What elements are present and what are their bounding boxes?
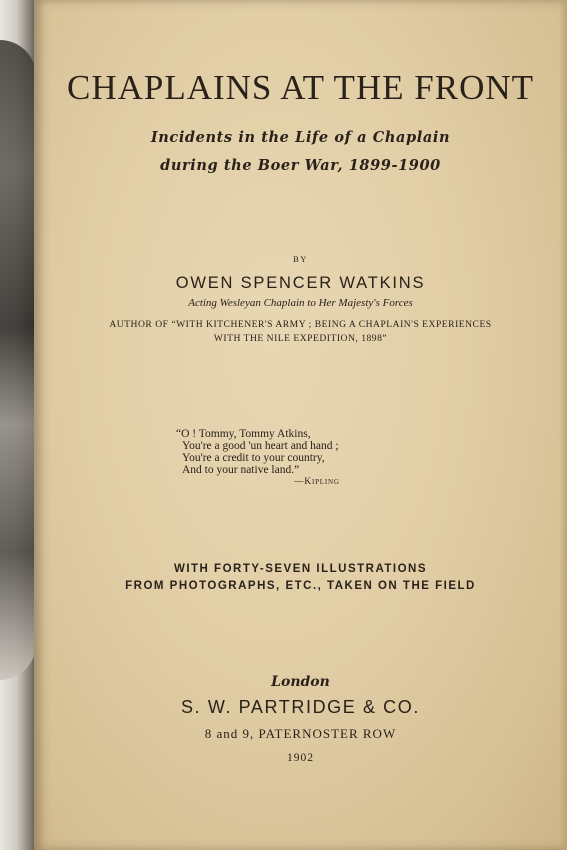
illustrations-line-1: WITH FORTY-SEVEN ILLUSTRATIONS [173, 563, 428, 575]
epigraph-line-3: You're a credit to your country, [182, 452, 325, 464]
author-of-line-2: WITH THE NILE EXPEDITION, 1898” [213, 333, 388, 344]
book-title: CHAPLAINS AT THE FRONT [66, 68, 535, 107]
author-previous-work [34, 318, 567, 346]
epigraph-line-1: “O ! Tommy, Tommy Atkins, [176, 428, 311, 440]
imprint-publisher: S. W. PARTRIDGE & CO. [181, 697, 420, 717]
illustrations-line-2: FROM PHOTOGRAPHS, ETC., TAKEN ON THE FIELD [125, 580, 476, 592]
by-label: BY [293, 254, 308, 264]
frontispiece-photo-fragment [0, 40, 36, 680]
title-page [34, 0, 567, 850]
imprint-address: 8 and 9, PATERNOSTER ROW [204, 726, 397, 741]
author-role: Acting Wesleyan Chaplain to Her Majesty's Forces [188, 297, 413, 309]
author-of-line-1: AUTHOR OF “WITH KITCHENER'S ARMY ; BEING A CHAPLAIN'S EXPERIENCES [109, 319, 492, 330]
epigraph-line-4: And to your native land.” [182, 464, 300, 476]
epigraph-line-2: You're a good 'un heart and hand ; [182, 440, 339, 452]
epigraph-attribution: —Kipling [294, 477, 340, 487]
imprint-city: London [271, 674, 330, 690]
subtitle-line-2: during the Boer War, 1899-1900 [160, 157, 441, 174]
epigraph [176, 428, 340, 488]
illustrations-note [34, 561, 567, 595]
subtitle-line-1: Incidents in the Life of a Chaplain [150, 129, 451, 146]
imprint-year: 1902 [287, 752, 314, 764]
author-name: OWEN SPENCER WATKINS [175, 274, 426, 292]
